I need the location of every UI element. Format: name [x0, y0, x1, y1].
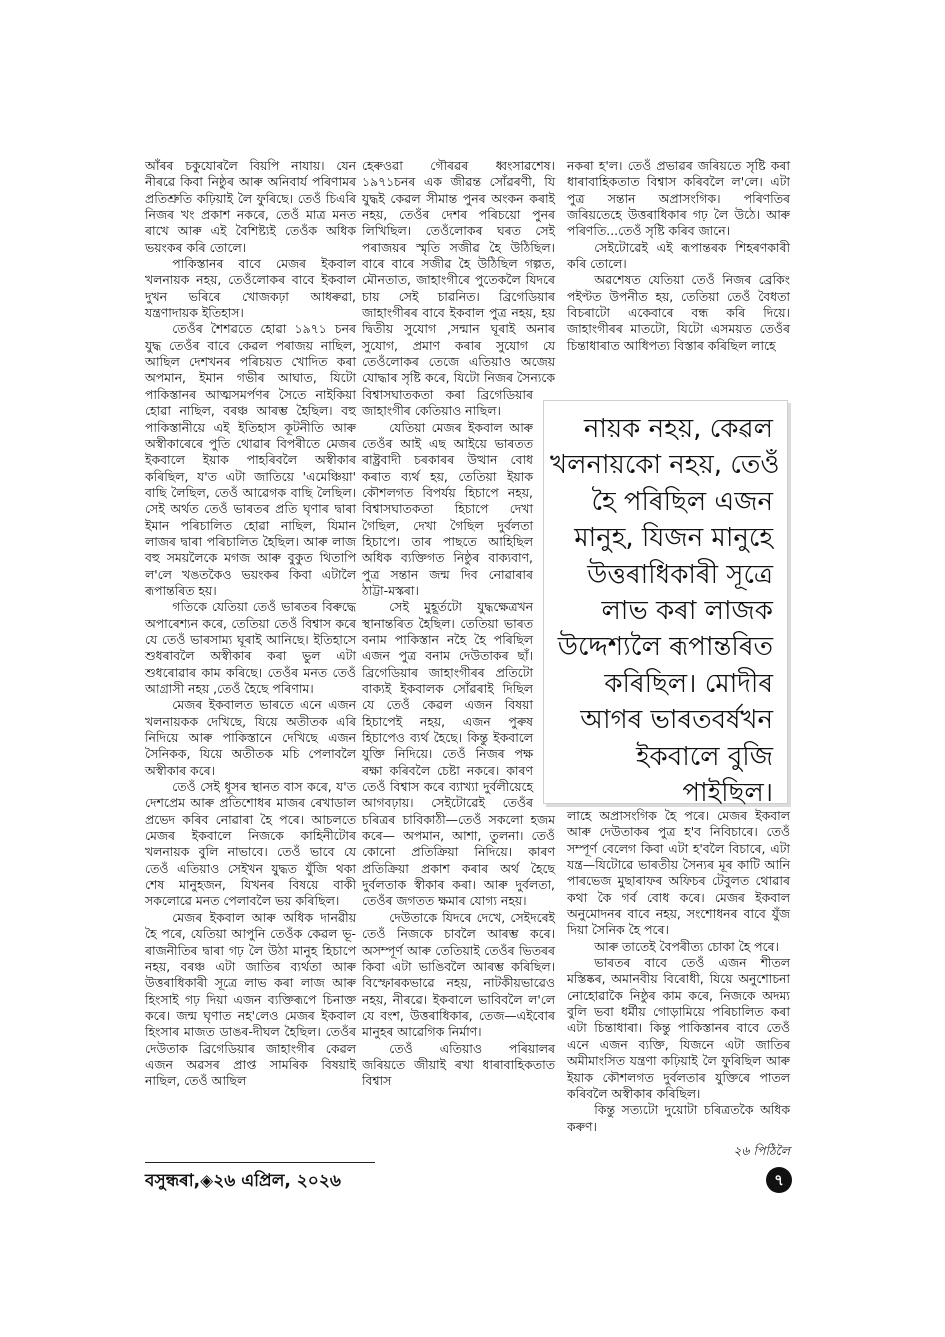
article-column-3-top: [567, 158, 790, 354]
article-column-1: [145, 158, 356, 1090]
paragraph: তেওঁ সেই ধূসৰ স্থানত বাস কৰে, য'ত দেশপ্ৰেম আৰু প্ৰতিশোধৰ মাজৰ ৰেখাডাল প্ৰভেদ কৰিব নোৱাৰা হৈ পৰে। আচলতে মেজৰ ইকবালে নিজকে কাহিনীটোৰ খলনায়ক বুলি নাভাবে। তেওঁ ভাবে যে তেওঁ এতিয়াও সেইখন যুদ্ধত যুঁজি থকা শেষ মানুহজন, যিখনৰ বিষয়ে বাকী সকলোৱে মনত পেলাবলৈ ভয় কৰিছিল।: [145, 779, 356, 909]
pull-quote-line: উদ্দেশ্যলৈ ৰূপান্তৰিত: [557, 632, 773, 663]
paragraph: সেই মুহূৰ্তটো যুদ্ধক্ষেত্ৰখন স্থানান্তৰিত হৈছিল। তেতিয়া ভাৰত বনাম পাকিস্তান নহৈ হৈ পৰিছিল এজন পুত্ৰ বনাম দেউতাকৰ ছাঁ। ব্ৰিগেডিয়াৰ জাহাংগীৰৰ প্ৰতিটো বাক্যই ইকবালক সোঁৱৰাই দিছিল যে তেওঁ কেৱল এজন বিষয়া হিচাপেই নহয়, এজন পুৰুষ হিচাপেও ব্যৰ্থ হৈছে। কিন্তু ইকবালে যুক্তি নিদিয়ে। তেওঁ নিজৰ পক্ষ ৰক্ষা কৰিবলৈ চেষ্টা নকৰে। কাৰণ তেওঁ বিশ্বাস কৰে ব্যাখ্যা দুৰ্বলীয়েহে আগবঢ়ায়। সেইটোৱেই তেওঁৰ চৰিত্ৰৰ চাবিকাঠী—তেওঁ সকলো হজম কৰে— অপমান, আশা, তুলনা। তেওঁ কোনো প্ৰতিক্ৰিয়া নিদিয়ে। কাৰণ প্ৰতিক্ৰিয়া প্ৰকাশ কৰাৰ অৰ্থ হৈছে দুৰ্বলতাক স্বীকাৰ কৰা। আৰু দুৰ্বলতা, তেওঁৰ জগতত ক্ষমাৰ যোগ্য নহয়।: [362, 599, 555, 909]
paragraph: তেওঁ এতিয়াও পৰিয়ালৰ জৰিয়তে জীয়াই ৰখা ধাৰাবাহিকতাত বিশ্বাস: [362, 1040, 555, 1089]
paragraph: যেতিয়া মেজৰ ইকবাল আৰু তেওঁৰ আই এছ আইয়ে ভাৰতত ৰাষ্ট্ৰবাদী চৰকাৰৰ উত্থান বোধ কৰাত ব্যৰ্থ হয়, তেতিয়া ইয়াক কৌশলগত বিপৰ্যয় হিচাপে নহয়, বিশ্বাসঘাতকতা হিচাপে দেখা গৈছিল, দেখা গৈছিল দুৰ্বলতা হিচাপে। তাৰ পাছতে আহিছিল অধিক ব্যক্তিগত নিষ্ঠুৰ বাক্যবাণ, পুত্ৰ সন্তান জন্ম দিব নোৱাৰাৰ ঠাট্টা-মস্কৰা।: [362, 419, 533, 598]
article-column-3-bottom: [567, 808, 790, 1159]
pull-quote-line: লাভ কৰা লাজক: [601, 596, 773, 627]
paragraph: আঁৰৰ চকুযোৰলৈ বিয়পি নাযায়। যেন নীৰৱে কিবা নিষ্ঠুৰ আৰু অনিবাৰ্য পৰিণামৰ প্ৰতিশ্ৰুতি কঢ়িয়াই লৈ ফুৰিছে। তেওঁ চিএৰি নিজৰ খং প্ৰকাশ নকৰে, তেওঁ মাত্ৰ মনত ৰাখে আৰু এই বৈশিষ্ট্যই তেওঁক অধিক ভয়ংকৰ কৰি তোলে।: [145, 158, 356, 255]
paragraph: লাহে অপ্ৰাসংগিক হৈ পৰে। মেজৰ ইকবাল আৰু দেউতাকৰ পুত্ৰ হ'ব নিবিচাৰে। তেওঁ সম্পূৰ্ণ বেলেগ কিবা এটা হ'বলৈ বিচাৰে, এটা যন্ত্ৰ—যিটোৱে ভাৰতীয় সৈন্যৰ মূৰ কাটি আনি পাৰভেজ মুছাৰাফৰ অফিচৰ টেবুলত থোৱাৰ কথা কৈ গৰ্ব বোধ কৰে। মেজৰ ইকবাল অনুমোদনৰ বাবে নহয়, সংশোধনৰ বাবে যুঁজ দিয়া সৈনিক হৈ পৰে।: [567, 808, 790, 938]
pull-quote-line: পাইছিল।: [682, 778, 773, 809]
pull-quote-line: আগৰ ভাৰতবৰ্ষখন: [580, 705, 773, 736]
continued-on-page-note: ২৬ পিঠিলৈ: [733, 1142, 790, 1158]
pull-quote-line: উত্তৰাধিকাৰী সূত্ৰে: [587, 559, 773, 590]
paragraph: ভাৰতৰ বাবে তেওঁ এজন শীতল মস্তিষ্কৰ, অমানবীয় বিৰোধী, যিয়ে অনুশোচনা নোহোৱাকৈ নিষ্ঠুৰ কাম কৰে, নিজকে অদম্য বুলি ভবা ধৰ্মীয় গোড়ামিয়ে পৰিচালিত কৰা এটা চিন্তাধাৰা। কিন্তু পাকিস্তানৰ বাবে তেওঁ এনে এজন ব্যক্তি, যিজনে এটা জাতিৰ অমীমাংসিত যন্ত্ৰণা কঢ়িয়াই লৈ ফুৰিছিল আৰু ইয়াক কৌশলগত দুৰ্বলতাৰ যুক্তিৰে পাতল কৰিবলৈ অস্বীকাৰ কৰিছিল।: [567, 955, 790, 1101]
paragraph: অৱশেষত যেতিয়া তেওঁ নিজৰ ব্ৰেকিং পইণ্টত উপনীত হয়, তেতিয়া তেওঁ বৈধতা বিচৰাটো একেবাৰে বন্ধ কৰি দিয়ে। জাহাংগীৰৰ মাতটো, যিটো এসময়ত তেওঁৰ চিন্তাধাৰাত আধিপত্য বিস্তাৰ কৰিছিল লাহে: [567, 272, 790, 353]
pull-quote-line: কৰিছিল। মোদীৰ: [604, 668, 773, 699]
paragraph: সেইটোৱেই এই ৰূপান্তৰক শিহৰণকাৰী কৰি তোলে।: [567, 239, 790, 272]
paragraph: পাকিস্তানৰ বাবে মেজৰ ইকবাল খলনায়ক নহয়, তেওঁলোকৰ বাবে ইকবাল দুখন ভৰিৰে খোজকঢ়া আধৰুৱা, যন্ত্ৰণাদায়ক ইতিহাস।: [145, 256, 356, 321]
paragraph: তেওঁৰ শৈশৱতে হোৱা ১৯৭১ চনৰ যুদ্ধ তেওঁৰ বাবে কেৱল পৰাজয় নাছিল, আছিল দেশখনৰ পৰিচয়ত খোদিত কৰা অপমান, ইমান গভীৰ আঘাত, যিটো পাকিস্তানৰ আত্মসমৰ্পণৰ সৈতে নাইকিয়া হোৱা নাছিল, বৰঞ্চ আৰম্ভ হৈছিল। বহু পাকিস্তানীয়ে এই ইতিহাস কূটনীতি আৰু অস্বীকাৰেৰে পুতি থোৱাৰ বিপৰীতে মেজৰ ইকবালে ইয়াক পাহৰিবলৈ অস্বীকাৰ কৰিছিল, য'ত এটা জাতিয়ে 'এমেঞ্চিয়া' বাছি লৈছিল, তেওঁ আৱেগক বাছি লৈছিল। সেই অৰ্থত তেওঁ ভাৰতৰ প্ৰতি ঘৃণাৰ দ্বাৰা ইমান পৰিচালিত হোৱা নাছিল, যিমান লাজৰ দ্বাৰা পৰিচালিত হৈছিল। আৰু লাজ বহু সময়লৈকে মগজ আৰু বুকুত থিতাপি ল'লে খঙতকৈও ভয়ংকৰ কিবা এটালৈ ৰূপান্তৰিত হয়।: [145, 321, 356, 598]
paragraph: দেউতাকে যিদৰে দেখে, সেইদৰেই তেওঁ নিজকে চাবলৈ আৰম্ভ কৰে। অসম্পূৰ্ণ আৰু তেতিয়াই তেওঁৰ ভিতৰৰ কিবা এটা ভাঙিবলৈ আৰম্ভ কৰিছিল। বিস্ফোৰকভাৱে নহয়, নাটকীয়ভাৱেও নহয়, নীৰৱে। ইকবালে ভাবিবলৈ ল'লে যে বংশ, উত্তৰাধিকাৰ, তেজ—এইবোৰ মানুহৰ আৱেগিক নিৰ্মাণ।: [362, 909, 555, 1040]
article-column-2: [362, 158, 555, 1090]
pull-quote-line: নায়ক নহয়, কেৱল: [583, 414, 773, 444]
paragraph: গতিকে যেতিয়া তেওঁ ভাৰতৰ বিৰুদ্ধে অপাৰেশ্যন কৰে, তেতিয়া তেওঁ বিশ্বাস কৰে যে তেওঁ ভাৰসাম্য ঘূৰাই আনিছে। ইতিহাসে শুধৰাবলৈ অস্বীকাৰ কৰা ভুল এটা শুধৰোৱাৰ কাম কৰিছে। তেওঁৰ মনত তেওঁ আগ্ৰাসী নহয় ,তেওঁ হৈছে পৰিণাম।: [145, 599, 356, 696]
paragraph: আৰু তাতেই বৈপৰীত্য চোকা হৈ পৰে।: [594, 938, 779, 954]
pull-quote-line: ইকবালে বুজি: [636, 741, 773, 772]
pull-quote-box: [543, 400, 788, 809]
paragraph: হেৰুওৱা গৌৰৱৰ ধ্বংসাৱশেষ। ১৯৭১চনৰ এক জীৱন্ত সোঁৱৰণী, যি যুদ্ধই কেৱল সীমান্ত পুনৰ অংকন কৰাই নহয়, তেওঁৰ দেশৰ পৰিচয়ো পুনৰ লিখিছিল। তেওঁলোকৰ ঘৰত সেই পৰাজয়ৰ স্মৃতি সজীৱ হৈ উঠিছিল। বাৰে বাৰে সজীৱ হৈ উঠিছিল গল্পত, মৌনতাত, জাহাংগীৰে পুতেকলৈ যিদৰে চায় সেই চাৱনিত। ব্ৰিগেডিয়াৰ জাহাংগীৰৰ বাবে ইকবাল পুত্ৰ নহয়, হয় দ্বিতীয় সুযোগ ,সন্মান ঘূৰাই অনাৰ সুযোগ, প্ৰমাণ কৰাৰ সুযোগ যে তেওঁলোকৰ তেজে এতিয়াও অজেয় যোদ্ধাৰ সৃষ্টি কৰে, যিটো নিজৰ সৈন্যকে বিশ্বাসঘাতকতা কৰা ব্ৰিগেডিয়াৰ জাহাংগীৰ কেতিয়াও নাছিল।: [362, 158, 555, 419]
page-number-badge: ৭: [766, 1167, 792, 1193]
pull-quote-line: খলনায়কো নহয়, তেওঁ: [550, 450, 780, 481]
paragraph: মেজৰ ইকবাল আৰু অধিক দানৱীয় হৈ পৰে, যেতিয়া আপুনি তেওঁক কেৱল ভূ-ৰাজনীতিৰ দ্বাৰা গঢ় লৈ উঠা মানুহ হিচাপে নহয়, বৰঞ্চ এটা জাতিৰ ব্যৰ্থতা আৰু উত্তৰাধিকাৰী সূত্ৰে লাভ কৰা লাজ আৰু হিংসাই গঢ় দিয়া এজন ব্যক্তিৰূপে চিনাক্ত কৰে। জন্ম ঘৃণাত নহ'লেও মেজৰ ইকবাল হিংসাৰ মাজত ডাঙৰ-দীঘল হৈছিল। তেওঁৰ দেউতাক ব্ৰিগেডিয়াৰ জাহাংগীৰ কেৱল এজন অৱসৰ প্ৰাপ্ত সামৰিক বিষয়াই নাছিল, তেওঁ আছিল: [145, 909, 356, 1089]
paragraph: নকৰা হ'ল। তেওঁ প্ৰভাৱৰ জৰিয়তে সৃষ্টি কৰা ধাৰাবাহিকতাত বিশ্বাস কৰিবলৈ ল'লে। এটা পুত্ৰ সন্তান অপ্ৰাসংগিক। পৰিণতিৰ জৰিয়তেহে উত্তৰাধিকাৰ গঢ় লৈ উঠে। আৰু পৰিণতি...তেওঁ সৃষ্টি কৰিব জানে।: [567, 158, 790, 239]
paragraph: কিন্তু সত্যটো দুয়োটা চৰিত্ৰতকৈ অধিক কৰুণ।: [567, 1102, 790, 1134]
footer-publication-date: বসুন্ধৰা,◈২৬ এপ্ৰিল, ২০২৬: [145, 1171, 341, 1191]
pull-quote-line: মানুহ, যিজন মানুহে: [574, 523, 773, 554]
paragraph: মেজৰ ইকবালত ভাৰতে এনে এজন খলনায়কক দেখিছে, যিয়ে অতীতক এৰি নিদিয়ে আৰু পাকিস্তানে দেখিছে এজন সৈনিকক, যিয়ে অতীতক মচি পেলাবলৈ অস্বীকাৰ কৰে।: [145, 697, 356, 778]
footer-divider: [145, 1162, 375, 1163]
pull-quote-line: হৈ পৰিছিল এজন: [591, 486, 773, 517]
